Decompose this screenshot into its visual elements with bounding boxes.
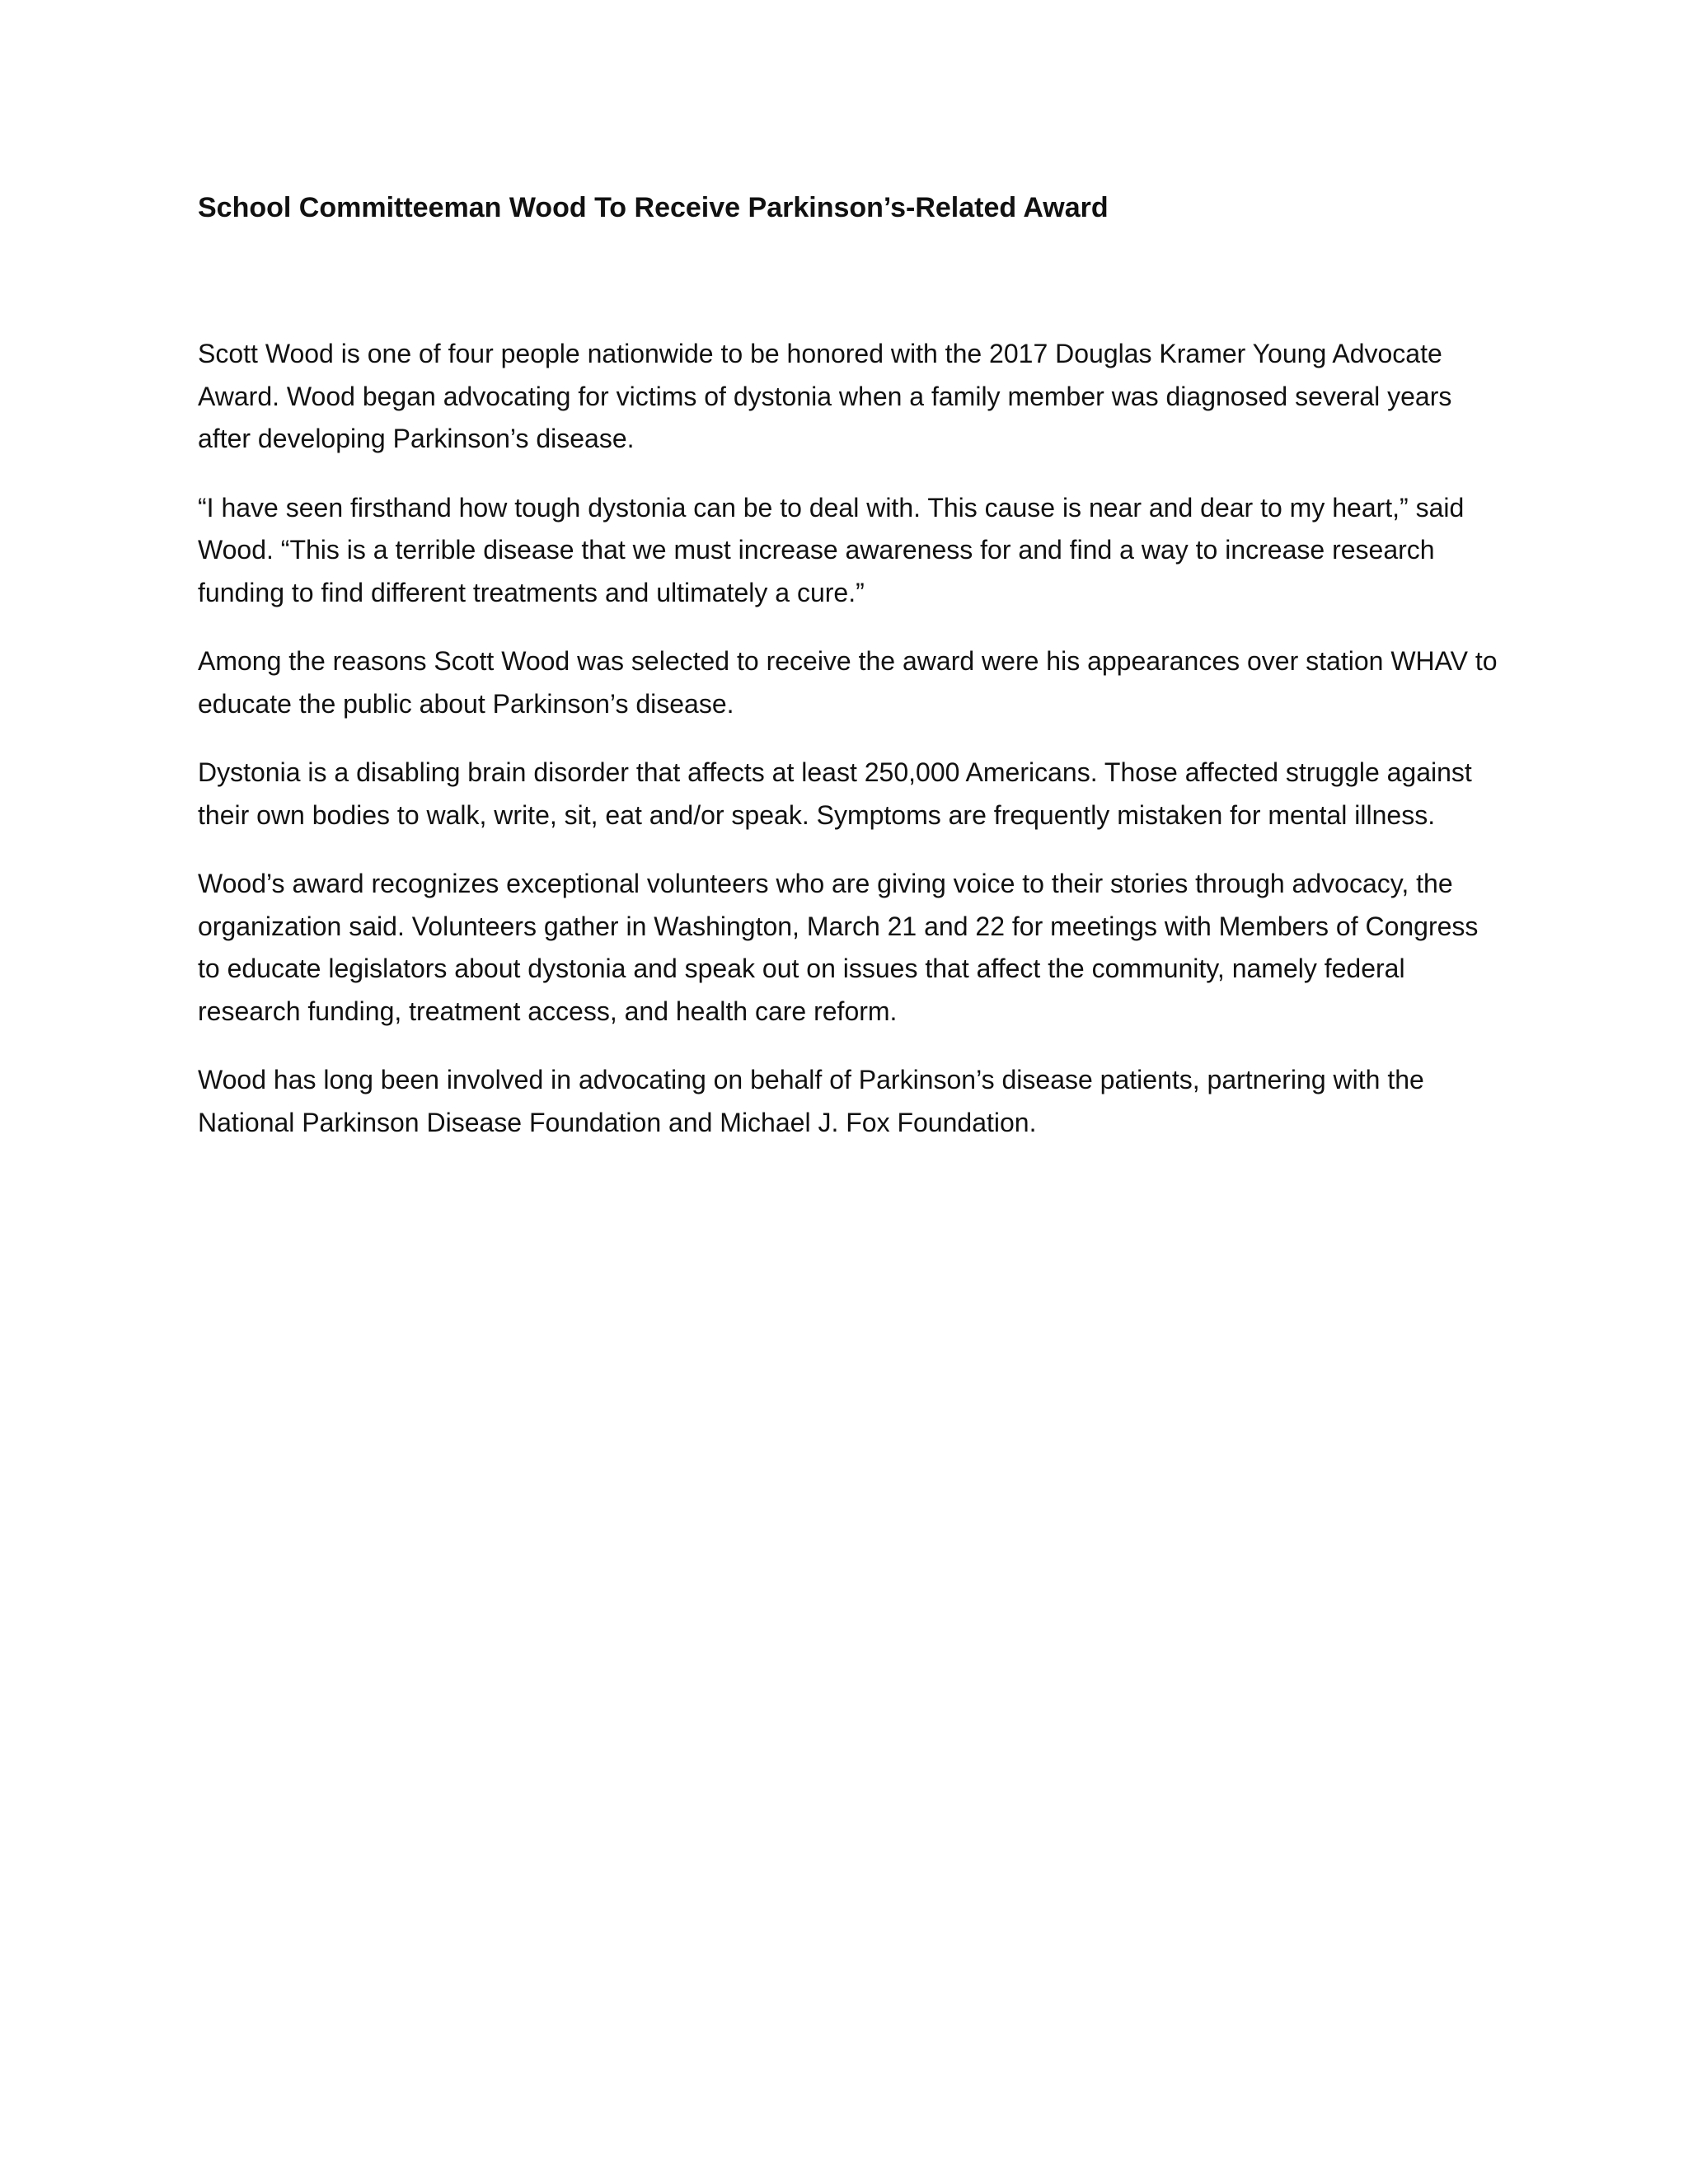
paragraph-3: Among the reasons Scott Wood was selected to receive the award were his appearances over station WHAV to educate the public about Parkinson’s disease. [198, 646, 1498, 719]
document-page [198, 188, 1500, 1170]
paragraph-5: Wood’s award recognizes exceptional volunteers who are giving voice to their stories through advocacy, the organization said. Volunteers gather in Washington, March 21 and 22 for meetings with Members of Congress to educate legislators about dystonia and speak out on issues that affect the community, namely federal research funding, treatment access, and health care reform. [198, 869, 1479, 1026]
document-title: School Committeeman Wood To Receive Parkinson’s-Related Award [198, 192, 1109, 223]
document-body [198, 333, 1500, 1144]
paragraph-6: Wood has long been involved in advocating on behalf of Parkinson’s disease patients, partnering with the National Parkinson Disease Foundation and Michael J. Fox Foundation. [198, 1065, 1424, 1137]
paragraph-1: Scott Wood is one of four people nationwide to be honored with the 2017 Douglas Kramer Young Advocate Award. Wood began advocating for victims of dystonia when a family member was diagnosed several years after developing Parkinson’s disease. [198, 339, 1452, 453]
paragraph-4: Dystonia is a disabling brain disorder that affects at least 250,000 Americans. Those affected struggle against their own bodies to walk, write, sit, eat and/or speak. Symptoms are frequently mistaken for mental illness. [198, 757, 1472, 830]
paragraph-2: “I have seen firsthand how tough dystonia can be to deal with. This cause is near and dear to my heart,” said Wood. “This is a terrible disease that we must increase awareness for and find a way to increase research funding to find different treatments and ultimately a cure.” [198, 492, 1465, 607]
